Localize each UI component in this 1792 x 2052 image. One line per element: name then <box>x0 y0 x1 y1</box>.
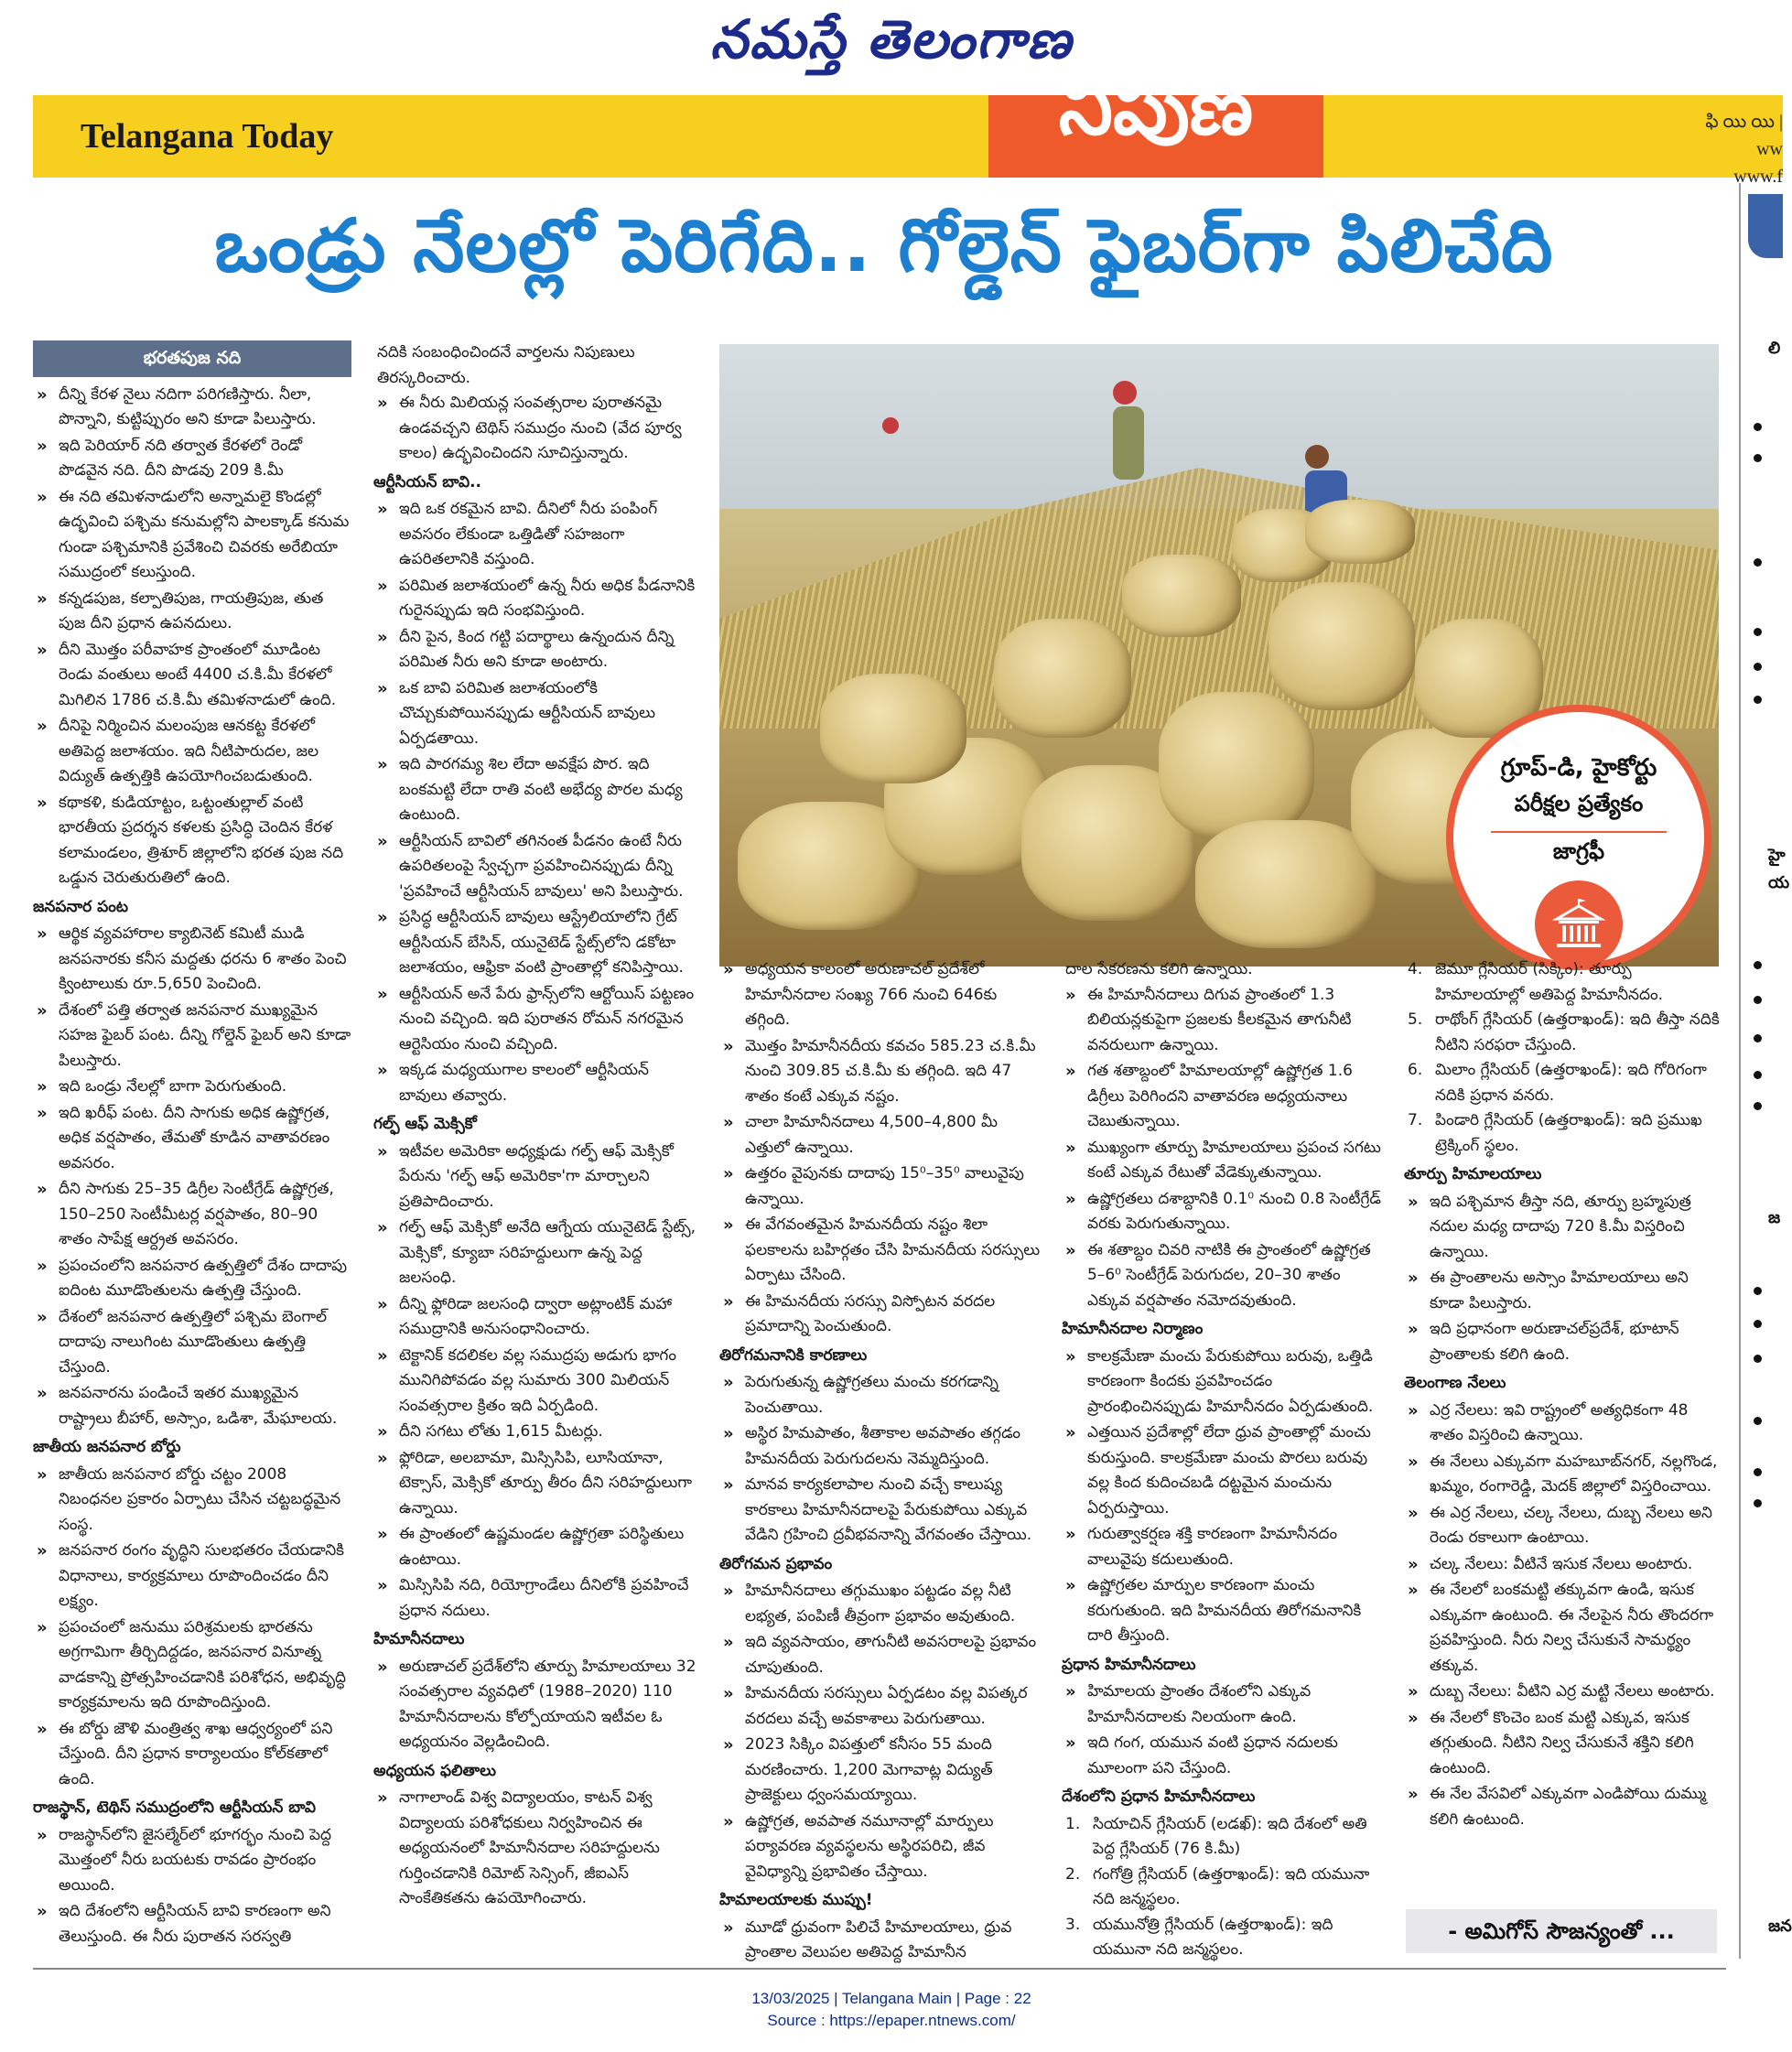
bullet-item: » ఈ ప్రాంతంలో ఉష్ణమండల ఉష్ణోగ్రతా పరిస్థితులు ఉంటాయి. <box>373 1522 699 1572</box>
subheading: హిమాలయాలకు ముప్పు! <box>719 1891 873 1909</box>
bullet-item: » టెక్టానిక్ కదలికల వల్ల సముద్రపు అడుగు భాగం మునిగిపోవడం వల్ల సుమారు 300 మిలియన్ సంవత్సరాల క్రితం ఇది ఏర్పడింది. <box>373 1344 699 1420</box>
bullet-item: » ఉష్ణోగ్రతలు దశాబ్దానికి 0.1⁰ నుంచి 0.8 సెంటీగ్రేడ్ వరకు పెరుగుతున్నాయి. <box>1062 1187 1387 1237</box>
subheading: హిమానీనదాలు <box>373 1630 465 1648</box>
bullet-list <box>33 1823 351 1950</box>
subheading: తెలంగాణ నేలలు <box>1404 1374 1506 1392</box>
item-number: 5. <box>1408 1010 1423 1029</box>
item-text: యమునోత్రి గ్లేసియర్ (ఉత్తరాఖండ్): ఇది యమునా నది జన్మస్థలం. <box>1093 1915 1333 1959</box>
bullet-item: » మానవ కార్యకలాపాల నుంచి వచ్చే కాలుష్య కారకాలు హిమానీనదాలపై పేరుకుపోయి ఎక్కువ వేడిని గ్రహించి ద్రవీభవనాన్ని వేగవంతం చేస్తాయి. <box>719 1473 1045 1549</box>
item-text: రాథోంగ్ గ్లేసియర్ (ఉత్తరాఖండ్): ఇది తీస్తా నదికి నీటిని సరఫరా చేస్తుంది. <box>1435 1010 1720 1054</box>
bullet-item: » హిమాలయ ప్రాంతం దేశంలోని ఎక్కువ హిమానీనదాలకు నిలయంగా ఉంది. <box>1062 1679 1387 1730</box>
logo-label: Telangana Today <box>81 117 334 156</box>
bullet-item: » ప్రసిద్ధ ఆర్టీసియన్ బావులు ఆస్ట్రేలియాలోని గ్రేట్ ఆర్టీసియన్ బేసిన్, యునైటెడ్ స్టేట్స్‌లోని డకోటా జలాశయం, ఆఫ్రికా వంటి ప్రాంతాల్లో కనిపిస్తాయి. <box>373 905 699 981</box>
numbered-list <box>1062 1812 1387 1963</box>
bullet-item: » చాలా హిమానీనదాలు 4,500–4,800 మీ ఎత్తులో ఉన్నాయి. <box>719 1110 1045 1161</box>
subheading: హిమానీనదాల నిర్మాణం <box>1062 1320 1204 1338</box>
bullet-item: » ఈ నేలలో బంకమట్టి తక్కువగా ఉండి, ఇసుక ఎక్కువగా ఉంటుంది. ఈ నేలపైన నీరు తొందరగా ప్రవహిస్తుంది. నీరు నిల్వ చేసుకునే సామర్థ్యం తక్కువ. <box>1404 1578 1724 1679</box>
bullet-item: » ఈ నేల వేసవిలో ఎక్కువగా ఎండిపోయి దుమ్ము కలిగి ఉంటుంది. <box>1404 1782 1724 1832</box>
column-4 <box>1062 957 1387 1963</box>
footer-source: Source : https://epaper.ntnews.com/ <box>767 2012 1016 2029</box>
footer-date-page: 13/03/2025 | Telangana Main | Page : 22 <box>751 1990 1031 2007</box>
adjacent-fragment: లి <box>1768 339 1781 358</box>
logo-text <box>81 116 333 157</box>
bullet-dot <box>1754 628 1762 636</box>
lead-text: దాల సేకరణను కలిగి ఉన్నాయి. <box>1065 960 1253 978</box>
bullet-item: » ఇటీవల అమెరికా అధ్యక్షుడు గల్ఫ్ ఆఫ్ మెక్సికో పేరును 'గల్ఫ్ ఆఫ్ అమెరికా'గా మార్చాలని ప్రతిపాదించారు. <box>373 1139 699 1215</box>
bullet-item: » ఇది గంగ, యమున వంటి ప్రధాన నదులకు మూలంగా పని చేస్తుంది. <box>1062 1731 1387 1781</box>
bullet-dot <box>1754 1417 1762 1425</box>
bullet-item: » ఇది పశ్చిమాన తీస్తా నది, తూర్పు బ్రహ్మపుత్ర నదుల మధ్య దాదాపు 720 కి.మీ విస్తరించి ఉన్నాయి. <box>1404 1190 1724 1266</box>
bullet-item: » ప్రపంచంలో జనుము పరిశ్రమలకు భారతను అగ్రగామిగా తీర్చిదిద్దడం, జనపనార వినూత్న వాడకాన్ని ప్రోత్సహించడానికి పరిశోధన, అభివృద్ధి కార్యక్రమాలను ఇది రూపొందిస్తుంది. <box>33 1615 351 1716</box>
worker-head <box>882 417 899 434</box>
item-number: 1. <box>1065 1814 1081 1833</box>
bullet-item: » అరుణాచల్ ప్రదేశ్‌లోని తూర్పు హిమాలయాలు 32 సంవత్సరాల వ్యవధిలో (1988–2020) 110 హిమానీనదాలను కోల్పోయాయని ఇటీవల ఓ అధ్యయనం వెల్లడించింది. <box>373 1655 699 1755</box>
bullet-item: » ఇది ఒక రకమైన బావి. దీనిలో నీరు పంపింగ్ అవసరం లేకుండా ఒత్తిడితో సహజంగా ఉపరితలానికి వస్తుంది. <box>373 497 699 573</box>
adjacent-fragment: జన <box>1768 1917 1792 1936</box>
jute-bundle <box>1305 500 1415 564</box>
bullet-item: » ఈ శతాబ్దం చివరి నాటికి ఈ ప్రాంతంలో ఉష్ణోగ్రత 5–6⁰ సెంటీగ్రేడ్ పెరుగుదల, 20–30 శాతం ఎక్కువ వర్షపాతం నమోదవుతుంది. <box>1062 1238 1387 1314</box>
bullet-item: » 2023 సిక్కిం విపత్తులో కనీసం 55 మంది మరణించారు. 1,200 మెగావాట్ల విద్యుత్ ప్రాజెక్టులు ధ్వంసమయ్యాయి. <box>719 1733 1045 1809</box>
bullet-item: » జనపనార రంగం వృద్ధిని సులభతరం చేయడానికి విధానాలు, కార్యక్రమాలు రూపొందించడం దీని లక్ష్యం. <box>33 1539 351 1615</box>
subheading: ప్రధాన హిమానీనదాలు <box>1062 1655 1196 1674</box>
subheading: తిరోగమన ప్రభావం <box>719 1554 833 1573</box>
bullet-list <box>1062 1345 1387 1649</box>
government-building-icon <box>1535 880 1623 968</box>
adjacent-fragment: జ <box>1768 1208 1781 1227</box>
bullet-list <box>719 957 1045 1340</box>
section-title-bharathapuzha: భరతపుజ నది <box>33 340 351 377</box>
numbered-item <box>1062 1812 1387 1863</box>
item-text: మిలాం గ్లేసియర్ (ఉత్తరాఖండ్): ఇది గోరిగంగా నదికి ప్రధాన వనరు. <box>1435 1061 1707 1105</box>
numbered-item <box>1404 1008 1724 1058</box>
jute-bundle <box>1159 692 1314 838</box>
bullet-list <box>373 497 699 1108</box>
numbered-item <box>1404 1108 1724 1159</box>
bullet-item: » దేశంలో పత్తి తర్వాత జనపనార ముఖ్యమైన సహజ ఫైబర్ పంట. దీన్ని గోల్డెన్ ఫైబర్ అని కూడా పిలుస్తారు. <box>33 999 351 1075</box>
column-2 <box>373 340 699 1913</box>
bullet-item: » ప్రపంచంలోని జనపనార ఉత్పత్తిలో దేశం దాదాపు ఐదింట మూడొంతులను ఉత్పత్తి చేస్తుంది. <box>33 1254 351 1304</box>
bullet-dot <box>1754 996 1762 1004</box>
badge-line2: పరీక్షల ప్రత్యేకం <box>1514 791 1644 816</box>
item-text: సియాచిన్ గ్లేసియర్ (లడఖ్): ఇది దేశంలో అతి పెద్ద గ్లేసియర్ (76 కి.మీ) <box>1093 1814 1367 1858</box>
bullet-list <box>373 1786 699 1912</box>
item-number: 4. <box>1408 960 1423 978</box>
adjacent-fragment: హై <box>1768 846 1786 865</box>
bullet-dot <box>1754 1102 1762 1110</box>
bullet-item: » నాగాలాండ్ విశ్వ విద్యాలయం, కాటన్ విశ్వ విద్యాలయ పరిశోధకులు నిర్వహించిన ఈ అధ్యయనంలో హిమానీనదాల సరిహద్దులను గుర్తించడానికి రిమోట్ సెన్సింగ్, జీఐఎస్ సాంకేతికతను ఉపయోగించారు. <box>373 1786 699 1912</box>
bullet-item: » కన్నడపుజ, కల్పాతిపుజ, గాయత్రిపుజ, తుత పుజ దీని ప్రధాన ఉపనదులు. <box>33 587 351 637</box>
bullet-dot <box>1754 961 1762 969</box>
column-5 <box>1404 957 1724 1833</box>
bullet-item: » ఫ్లోరిడా, అలబామా, మిస్సిసిపి, లూసియానా, టెక్సాస్, మెక్సికో తూర్పు తీరం దీని సరిహద్దులుగా ఉన్నాయి. <box>373 1446 699 1522</box>
bullet-item: » హిమనదీయ సరస్సులు ఏర్పడటం వల్ల విపత్కర వరదలు వచ్చే అవకాశాలు పెరుగుతాయి. <box>719 1681 1045 1732</box>
bullet-dot <box>1754 663 1762 671</box>
column-1 <box>33 340 351 1950</box>
worker-figure <box>882 417 899 434</box>
banner-right-line2: ww <box>1756 139 1783 159</box>
item-number: 6. <box>1408 1061 1423 1079</box>
bottom-rule <box>33 1968 1726 1970</box>
bullet-list <box>33 922 351 1431</box>
bullet-item: » ఉత్తరం వైపునకు దాదాపు 15⁰–35⁰ వాలువైపు ఉన్నాయి. <box>719 1161 1045 1212</box>
subheading: అధ్యయన ఫలితాలు <box>373 1761 497 1780</box>
bullet-item: » ఉష్ణోగ్రతల మార్పుల కారణంగా మంచు కరుగుతుంది. ఇది హిమనదీయ తిరోగమనానికి దారి తీస్తుంది. <box>1062 1573 1387 1649</box>
bullet-item: » మిస్సిసిపి నది, రియోగ్రాండేలు దీనిలోకి ప్రవహించే ప్రధాన నదులు. <box>373 1573 699 1624</box>
nipuna-logo <box>988 61 1323 178</box>
page-footer <box>0 1988 1783 2032</box>
bullet-item: » ఆర్టీసియన్ అనే పేరు ఫ్రాన్స్‌లోని ఆర్టోయిస్ పట్టణం నుంచి వచ్చింది. ఇది పురాతన రోమన్ నగరమైన ఆర్టెసియం నుంచి వచ్చింది. <box>373 982 699 1058</box>
bullet-item: » దుబ్బ నేలలు: వీటిని ఎర్ర మట్టి నేలలు అంటారు. <box>1404 1679 1724 1705</box>
bullet-item: » గురుత్వాకర్షణ శక్తి కారణంగా హిమానీనదం వాలువైపు కదులుతుంది. <box>1062 1522 1387 1572</box>
telangana-today-logo <box>33 95 362 178</box>
bullet-dot <box>1754 558 1762 567</box>
subheading: తూర్పు హిమాలయాలు <box>1404 1165 1542 1183</box>
bullet-item: » ముఖ్యంగా తూర్పు హిమాలయాలు ప్రపంచ సగటు కంటే ఎక్కువ రేటుతో వేడెక్కుతున్నాయి. <box>1062 1136 1387 1186</box>
bullet-item: » రాజస్థాన్‌లోని జైసల్మేర్‌లో భూగర్భం నుంచి పెద్ద మొత్తంలో నీరు బయటకు రావడం ప్రారంభం అయింది. <box>33 1823 351 1899</box>
subheading: ఆర్టీసియన్ బావి.. <box>373 472 481 491</box>
bullet-dot <box>1754 1468 1762 1476</box>
bullet-list <box>719 1579 1045 1885</box>
bullet-list <box>373 391 699 467</box>
article-headline: ఒండ్రు నేలల్లో పెరిగేది.. గోల్డెన్ ఫైబర్‌గా పిలిచేది <box>214 203 1554 288</box>
numbered-item <box>1404 1058 1724 1108</box>
bullet-item: » కథాకళి, కుడియాట్టం, ఒట్టంతుల్లాల్ వంటి భారతీయ ప్రదర్శన కళలకు ప్రసిద్ధి చెందిన కేరళ కలామండలం, త్రిశూర్ జిల్లాలోని భరత పుజ నది ఒడ్డున చెరుతురుతిలో ఉంది. <box>33 791 351 891</box>
numbered-item <box>1404 957 1724 1008</box>
building-svg <box>1549 895 1608 954</box>
bullet-item: » అధ్యయన కాలంలో అరుణాచల్ ప్రదేశ్‌లో హిమానీనదాల సంఖ్య 766 నుంచి 646కు తగ్గింది. <box>719 957 1045 1033</box>
bullet-item: » ఇక్కడ మధ్యయుగాల కాలంలో ఆర్టీసియన్ బావులు తవ్వారు. <box>373 1058 699 1108</box>
item-number: 2. <box>1065 1864 1081 1884</box>
bullet-item: » ఈ నీరు మిలియన్ల సంవత్సరాల పురాతనమై ఉండవచ్చని టెథిస్ సముద్రం నుంచి (వేద పూర్వ కాలం) ఉద్భవించిందని సూచిస్తున్నారు. <box>373 391 699 467</box>
bullet-item: » హిమానీనదాలు తగ్గుముఖం పట్టడం వల్ల నీటి లభ్యత, పంపిణీ తీవ్రంగా ప్రభావం అవుతుంది. <box>719 1579 1045 1629</box>
adjacent-fragment: య <box>1768 873 1790 892</box>
bullet-list <box>33 383 351 891</box>
bullet-item: » ఇది దేశంలోని ఆర్టీసియన్ బావి కారణంగా అని తెలుస్తుంది. ఈ నీరు పురాతన సరస్వతి <box>33 1899 351 1949</box>
bullet-item: » ఈ ప్రాంతాలను అస్సాం హిమాలయాలు అని కూడా పిలుస్తారు. <box>1404 1266 1724 1316</box>
bullet-item: » ఆర్థిక వ్యవహారాల క్యాబినెట్ కమిటీ ముడి జనపనారకు కనీస మద్దతు ధరను 6 శాతం పెంచి క్వింటాలుకు రూ.5,650 పెంచింది. <box>33 922 351 998</box>
bullet-item: » దీని పైన, కింద గట్టి పదార్థాలు ఉన్నందున దీన్ని పరిమిత నీరు అని కూడా అంటారు. <box>373 625 699 675</box>
item-text: పిండారి గ్లేసియర్ (ఉత్తరాఖండ్): ఇది ప్రముఖ ట్రెక్కింగ్ స్థలం. <box>1435 1111 1702 1155</box>
item-number: 7. <box>1408 1111 1423 1129</box>
bullet-list <box>33 1463 351 1793</box>
bullet-item: » దీని సగటు లోతు 1,615 మీటర్లు. <box>373 1420 699 1445</box>
bullet-dot <box>1754 696 1762 704</box>
bullet-item: » అస్థిర హిమపాతం, శీతాకాల అవపాతం తగ్గడం హిమనదీయ పెరుగుదలను నెమ్మదిస్తుంది. <box>719 1421 1045 1472</box>
bullet-item: » ఈ హిమనదీయ సరస్సు విస్పోటన వరదల ప్రమాదాన్ని పెంచుతుంది. <box>719 1290 1045 1340</box>
badge-line3: జాగ్రఫీ <box>1552 838 1605 864</box>
banner-right-line3: www.f <box>1733 167 1783 187</box>
masthead <box>0 0 1783 92</box>
lead-text: నదికి సంబంధించిందనే వార్తలను నిపుణులు తిరస్కరించారు. <box>377 343 635 387</box>
bullet-item: » ఇది పెరియార్ నది తర్వాత కేరళలో రెండో పొడవైన నది. దీని పొడవు 209 కి.మీ <box>33 434 351 484</box>
subheading: తిరోగమనానికి కారణాలు <box>719 1345 868 1365</box>
bullet-item: » గత శతాబ్దంలో హిమాలయాల్లో ఉష్ణోగ్రత 1.6 డిగ్రీలు పెరిగిందని వాతావరణ అధ్యయనాలు చెబుతున్నాయి. <box>1062 1059 1387 1135</box>
adjacent-page-strip <box>1739 183 1792 1959</box>
nipuna-logo-text: నిపుణ <box>1058 61 1254 152</box>
bullet-list <box>719 1916 1045 1966</box>
numbered-list <box>1404 957 1724 1159</box>
worker-head <box>1305 445 1329 469</box>
bullet-item: » ఇది ప్రధానంగా అరుణాచల్‌ప్రదేశ్, భూటాన్ ప్రాంతాలకు కలిగి ఉంది. <box>1404 1317 1724 1367</box>
banner-right-line1: ఫి యి యి | <box>1705 112 1783 132</box>
bullet-dot <box>1754 1499 1762 1507</box>
subheading: రాజస్థాన్, టెథిస్ సముద్రంలోని ఆర్టీసియన్ బావి <box>33 1798 316 1817</box>
subheading: జనపనార పంట <box>33 897 128 916</box>
bullet-item: » ఈ హిమానీనదాలు దిగువ ప్రాంతంలో 1.3 బిలియన్లకుపైగా ప్రజలకు కీలకమైన తాగునీటి వనరులుగా ఉన్నాయి. <box>1062 983 1387 1059</box>
bullet-item: » దీనిపై నిర్మించిన మలంపుజ ఆనకట్ట కేరళలో అతిపెద్ద జలాశయం. ఇది నీటిపారుదల, జల విద్యుత్ ఉత్పత్తికి ఉపయోగించబడుతుంది. <box>33 714 351 790</box>
jute-bundle <box>1122 555 1241 637</box>
bullet-dot <box>1754 1355 1762 1363</box>
subheading: జాతీయ జనపనార బోర్డు <box>33 1438 181 1456</box>
bullet-item: » గల్ఫ్ ఆఫ్ మెక్సికో అనేది ఆగ్నేయ యునైటెడ్ స్టేట్స్, మెక్సికో, క్యూబా సరిహద్దులుగా ఉన్న పెద్ద జలసంధి. <box>373 1215 699 1291</box>
bullet-item: » ఈ నేలలో కొంచెం బంక మట్టి ఎక్కువ, ఇసుక తగ్గుతుంది. నీటిని నిల్వ చేసుకునే శక్తిని కలిగి ఉంటుంది. <box>1404 1706 1724 1782</box>
item-text: గంగోత్రి గ్లేసియర్ (ఉత్తరాఖండ్): ఇది యమునా నది జన్మస్థలం. <box>1093 1864 1370 1908</box>
bullet-dot <box>1754 454 1762 462</box>
special-edition-badge <box>1446 705 1711 970</box>
bullet-dot <box>1754 1287 1762 1295</box>
jute-bundle <box>994 619 1131 738</box>
subheading: గల్ఫ్ ఆఫ్ మెక్సికో <box>373 1115 477 1133</box>
bullet-list <box>373 1655 699 1755</box>
bullet-list <box>1404 1399 1724 1833</box>
bullet-item: » ఈ వేగవంతమైన హిమనదీయ నష్టం శిలా ఫలకాలను బహిర్గతం చేసి హిమనదీయ సరస్సులు ఏర్పాటు చేసింది. <box>719 1213 1045 1289</box>
bullet-item: » జనపనారను పండించే ఇతర ముఖ్యమైన రాష్ట్రాలు బీహార్, అస్సాం, ఒడిశా, మేఘాలయ. <box>33 1381 351 1431</box>
banner-right-text <box>1655 95 1783 187</box>
bullet-list <box>719 1370 1045 1549</box>
badge-divider <box>1491 831 1667 833</box>
bullet-item: » దేశంలో జనపనార ఉత్పత్తిలో పశ్చిమ బెంగాల్ దాదాపు నాలుగింట మూడొంతులు ఉత్పత్తి చేస్తుంది. <box>33 1305 351 1381</box>
bullet-list <box>1062 983 1387 1314</box>
bullet-item: » మొత్తం హిమానీనదీయ కవచం 585.23 చ.కి.మీ నుంచి 309.85 చ.కి.మీ కు తగ్గింది. ఇది 47 శాతం కంటే ఎక్కువ నష్టం. <box>719 1034 1045 1110</box>
bullet-dot <box>1754 1071 1762 1079</box>
bullet-item: » ఎర్ర నేలలు: ఇవి రాష్ట్రంలో అత్యధికంగా 48 శాతం విస్తరించి ఉన్నాయి. <box>1404 1399 1724 1449</box>
worker-body <box>1113 406 1144 480</box>
section-banner <box>33 61 1783 187</box>
bullet-list <box>1062 1679 1387 1781</box>
bullet-item: » ఈ ఎర్ర నేలలు, చల్క నేలలు, దుబ్బ నేలలు అని రెండు రకాలుగా ఉంటాయి. <box>1404 1501 1724 1551</box>
bullet-item: » ఈ బోర్డు జౌళి మంత్రిత్వ శాఖ ఆధ్వర్యంలో పని చేస్తుంది. దీని ప్రధాన కార్యాలయం కోల్‌కతాలో ఉంది. <box>33 1717 351 1793</box>
worker-figure <box>1113 381 1144 480</box>
worker-head <box>1113 381 1137 405</box>
jute-bundle <box>820 674 966 783</box>
numbered-item <box>1062 1913 1387 1963</box>
column-3 <box>719 957 1045 1967</box>
bullet-item: » ఈ నది తమిళనాడులోని అన్నామలై కొండల్లో ఉద్భవించి పశ్చిమ కనుమల్లోని పాలక్కాడ్ కనుమ గుండా పశ్చిమానికి ప్రవేశించి చివరకు అరేబియా సముద్రంలో కలుస్తుంది. <box>33 485 351 586</box>
bullet-item: » ఇది ఖరీఫ్ పంట. దీని సాగుకు అధిక ఉష్ణోగ్రత, అధిక వర్షపాతం, తేమతో కూడిన వాతావరణం అవసరం. <box>33 1101 351 1177</box>
jute-bundle <box>1195 820 1378 948</box>
bullet-list <box>373 1139 699 1625</box>
bullet-item: » ఆర్టీసియన్ బావిలో తగినంత పీడనం ఉంటే నీరు ఉపరితలంపై స్వేచ్ఛగా ప్రవహించినప్పుడు దీన్ని 'ప్రవహించే ఆర్టీసియన్ బావులు' అని పిలుస్తారు. <box>373 829 699 905</box>
bullet-item: » మూడో ధ్రువంగా పిలిచే హిమాలయాలు, ధ్రువ ప్రాంతాల వెలుపల అతిపెద్ద హిమానీన <box>719 1916 1045 1966</box>
numbered-item <box>1062 1863 1387 1913</box>
bullet-item: » జాతీయ జనపనార బోర్డు చట్టం 2008 నిబంధనల ప్రకారం ఏర్పాటు చేసిన చట్టబద్ధమైన సంస్థ. <box>33 1463 351 1539</box>
newspaper-title: నమస్తే తెలంగాణ <box>710 7 1073 70</box>
bullet-item: » దీన్ని ఫ్లోరిడా జలసంధి ద్వారా అట్లాంటిక్ మహా సముద్రానికి అనుసంధానించారు. <box>373 1292 699 1343</box>
jute-bundle <box>1268 582 1415 710</box>
item-number: 3. <box>1065 1915 1081 1934</box>
bullet-item: » కాలక్రమేణా మంచు పేరుకుపోయి బరువు, ఒత్తిడి కారణంగా కిందకు ప్రవహించడం ప్రారంభించినప్పుడు హిమానీనదం ఏర్పడుతుంది. <box>1062 1345 1387 1420</box>
subheading: దేశంలోని ప్రధాన హిమానీనదాలు <box>1062 1787 1256 1806</box>
bullet-item: » పెరుగుతున్న ఉష్ణోగ్రతలు మంచు కరగడాన్ని పెంచుతాయి. <box>719 1370 1045 1420</box>
bullet-item: » ఇది వ్యవసాయం, తాగునీటి అవసరాలపై ప్రభావం చూపుతుంది. <box>719 1630 1045 1680</box>
bullet-item: » దీని మొత్తం పరీవాహక ప్రాంతంలో మూడింట రెండు వంతులు అంటే 4400 చ.కి.మీ కేరళలో మిగిలిన 1786 చ.కి.మీ తమిళనాడులో ఉంది. <box>33 638 351 714</box>
bullet-list <box>1404 1190 1724 1368</box>
bullet-item: » చల్క నేలలు: వీటినే ఇసుక నేలలు అంటారు. <box>1404 1552 1724 1578</box>
badge-line1: గ్రూప్-డి, హైకోర్టు <box>1500 754 1657 782</box>
bullet-item: » దీని సాగుకు 25–35 డిగ్రీల సెంటీగ్రేడ్ ఉష్ణోగ్రత, 150–250 సెంటీమీటర్ల వర్షపాతం, 80–90 శాతం సాపేక్ష ఆర్ద్రత అవసరం. <box>33 1177 351 1253</box>
bullet-item: » ఇది ఒండ్రు నేలల్లో బాగా పెరుగుతుంది. <box>33 1075 351 1100</box>
bullet-dot <box>1754 423 1762 431</box>
bullet-item: » దీన్ని కేరళ నైలు నదిగా పరిగణిస్తారు. నీలా, పొన్నాని, కుట్టిప్పురం అని కూడా పిలుస్తారు. <box>33 383 351 433</box>
bullet-dot <box>1754 1034 1762 1042</box>
item-text: జెమూ గ్లేసియర్ (సిక్కిం): తూర్పు హిమాలయాల్లో అతిపెద్ద హిమానీనదం. <box>1435 960 1663 1004</box>
bullet-item: » ఇది పారగమ్య శిల లేదా అవక్షేప పొర. ఇది బంకమట్టి లేదా రాతి వంటి అభేద్య పొరల మధ్య ఉంటుంది. <box>373 752 699 828</box>
credit-box: - అమిగోస్ సౌజన్యంతో ... <box>1406 1909 1717 1953</box>
bullet-item: » ఈ నేలలు ఎక్కువగా మహబూబ్‌నగర్, నల్లగొండ, ఖమ్మం, రంగారెడ్డి, మెదక్ జిల్లాలో విస్తరించాయి. <box>1404 1450 1724 1500</box>
bullet-item: » ఎత్తయిన ప్రదేశాల్లో లేదా ధ్రువ ప్రాంతాల్లో మంచు కురుస్తుంది. కాలక్రమేణా మంచు పొరలు బరువు వల్ల కింద కుదించబడి దట్టమైన మంచును ఏర్పరుస్తాయి. <box>1062 1420 1387 1521</box>
bullet-item: » ఒక బావి పరిమిత జలాశయంలోకి చొచ్చుకుపోయినప్పుడు ఆర్టీసియన్ బావులు ఏర్పడతాయి. <box>373 676 699 752</box>
bullet-item: » పరిమిత జలాశయంలో ఉన్న నీరు అధిక పీడనానికి గురైనప్పుడు ఇది సంభవిస్తుంది. <box>373 574 699 624</box>
bullet-dot <box>1754 1320 1762 1328</box>
bullet-item: » ఉష్ణోగ్రత, అవపాత నమూనాల్లో మార్పులు పర్యావరణ వ్యవస్థలను అస్థిరపరిచి, జీవ వైవిధ్యాన్ని ప్రభావితం చేస్తాయి. <box>719 1809 1045 1885</box>
